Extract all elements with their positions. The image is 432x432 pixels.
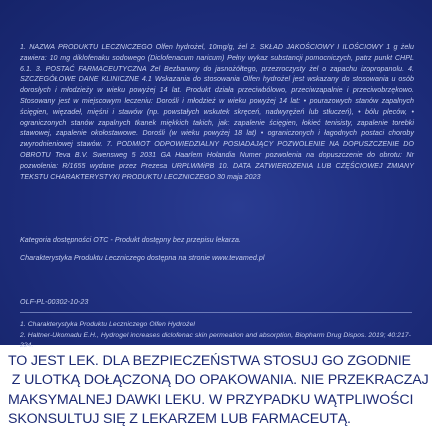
reference-item: 1. Charakterystyka Produktu Leczniczego Olfen Hydrożel <box>20 321 195 328</box>
reference-item: 2. Haltner-Ukomadu E.H., Hydrogel increases diclofenac skin permeation and absorption, Biopharm Drug Dispos. 2019; 40:217-224. <box>20 332 411 349</box>
warning-line: SKONSULTUJ SIĘ Z LEKARZEM LUB FARMACEUTĄ. <box>8 411 351 428</box>
warning-line: MAKSYMALNEJ DAWKI LEKU. W PRZYPADKU WĄTPLIWOŚCI <box>8 391 414 408</box>
spc-availability-text: Charakterystyka Produktu Leczniczego dostępna na stronie www.tevamed.pl <box>20 254 265 262</box>
medicine-warning <box>8 352 428 430</box>
product-characteristics-text: 1. NAZWA PRODUKTU LECZNICZEGO Olfen hydrożel, 10mg/g, żel 2. SKŁAD JAKOŚCIOWY I ILOŚCIOWY 1 g żelu zawiera: 10 mg diklofenaku sodowego (Diclofenacum naricum) Pełny wykaz substancji pomocniczych, patrz punkt CHPL 6.1. 3. POSTAĆ FARMACEUTYCZNA Żel Bezbarwny do jasnożółtego, przezroczysty żel o zapachu izopropanolu. 4. SZCZEGÓŁOWE DANE KLINICZNE 4.1 Wskazania do stosowania Olfen hydrożel jest wskazany do stosowania u osób dorosłych i młodzieży w wieku powyżej 14 lat. Produkt działa przeciwbólowo, przeciwzapalnie i przeciwobrzękowo. Stosowany jest w miejscowym leczeniu: Dorośli i młodzież w wieku powyżej 14 lat: • pourazowych stanów zapalnych ścięgien, więzadeł, mięśni i stawów (np. powstałych wskutek skręceń, nadwyrężeń lub stłuczeń), • bólu pleców, • ograniczonych stanów zapalnych tkanek miękkich takich, jak: zapalenie ścięgien, łokieć tenisisty, zapalenie torebki stawowej, zapalenie okołostawowe. Dorośli (w wieku powyżej 18 lat) • ograniczonych i łagodnych postaci choroby zwyrodnieniowej stawów. 7. PODMIOT ODPOWIEDZIALNY POSIADAJĄCY POZWOLENIE NA DOPUSZCZENIE DO OBROTU Teva B.V. Swensweg 5 2031 GA Haarlem Holandia Numer pozwolenia na dopuszczenie do obrotu: Nr pozwolenia: R/1655 wydane przez Prezesa URPLWMiPB 10. DATA ZATWIERDZENIA LUB CZĘŚCIOWEJ ZMIANY TEKSTU CHARAKTERYSTYKI PRODUKTU LECZNICZEGO 30 maja 2023 <box>20 43 414 181</box>
warning-line: Z ULOTKĄ DOŁĄCZONĄ DO OPAKOWANIA. NIE PRZEKRACZAJ <box>8 372 429 389</box>
document-code: OLF-PL-00302-10-23 <box>20 298 89 306</box>
divider <box>20 312 412 313</box>
references-list <box>20 320 414 352</box>
warning-line: TO JEST LEK. DLA BEZPIECZEŃSTWA STOSUJ GO ZGODNIE <box>8 353 411 369</box>
availability-category-text: Kategoria dostępności OTC - Produkt dostępny bez przepisu lekarza. <box>20 236 241 244</box>
